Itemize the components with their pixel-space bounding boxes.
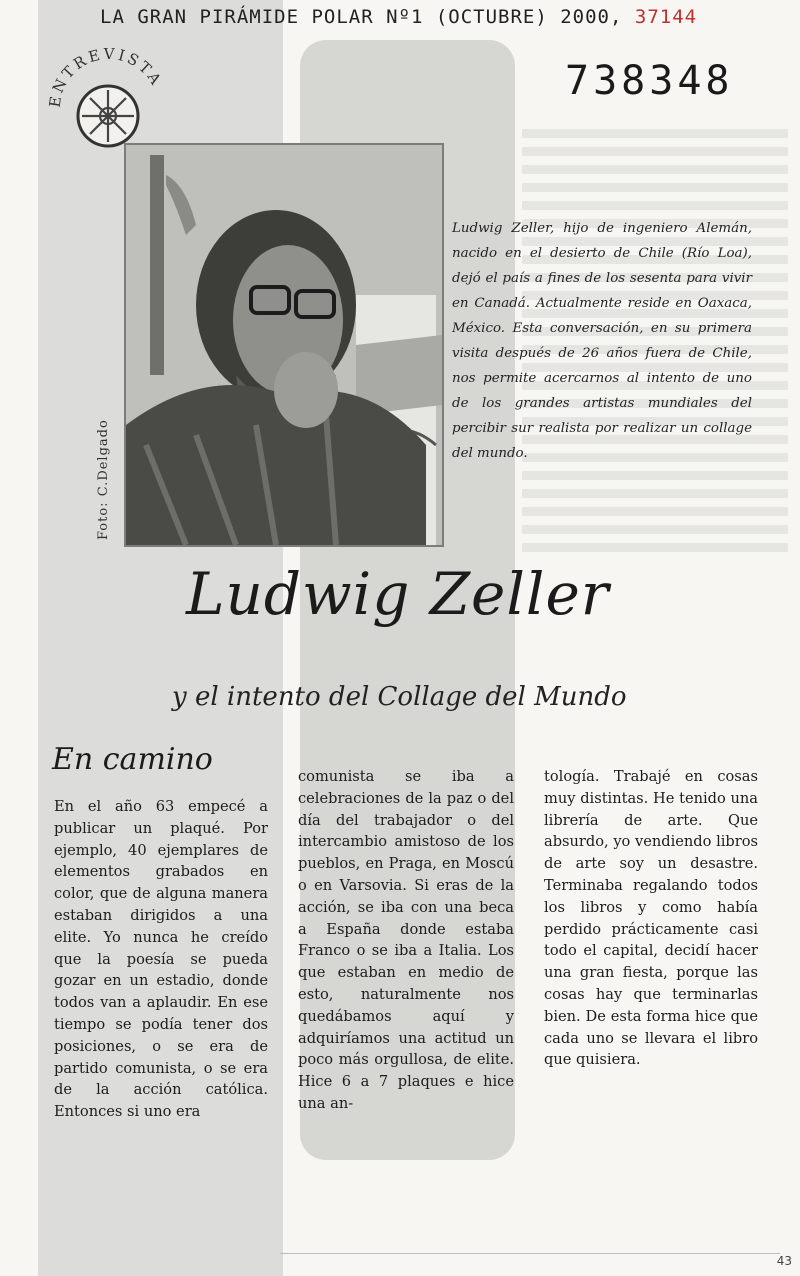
catalog-number: 738348 <box>565 58 734 104</box>
text-column-2: comunista se iba a celebraciones de la paz o del día del trabajador o del intercambio amistoso de los pueblos, en Praga, en Moscú o en Varsovia. Si eras de la acción, se iba con una beca a España donde estaba Franco o se iba a Italia. Los que estaban en medio de esto, naturalmente nos quedábamos aquí y adquiríamos una actitud un poco más orgullosa, de elite. Hice 6 a 7 plaques e hice una an- <box>298 768 514 1112</box>
article-subtitle: y el intento del Collage del Mundo <box>172 682 627 712</box>
portrait-photo <box>124 143 444 547</box>
handwritten-annotation <box>100 6 760 28</box>
portrait-illustration <box>126 145 442 545</box>
page-number: 43 <box>776 1254 792 1268</box>
handwritten-note: LA GRAN PIRÁMIDE POLAR Nº1 (OCTUBRE) 2000, <box>100 6 623 28</box>
section-heading: En camino <box>52 742 213 777</box>
handwritten-red-number: 37144 <box>634 6 698 28</box>
bottom-rule <box>280 1253 780 1254</box>
article-title: Ludwig Zeller <box>186 560 610 628</box>
intro-paragraph: Ludwig Zeller, hijo de ingeniero Alemán, nacido en el desierto de Chile (Río Loa), dejó el país a fines de los sesenta para vivir en Canadá. Actualmente reside en Oaxaca, México. Esta conversación, en su primera visita después de 26 años fuera de Chile, nos permite acercarnos al intento de uno de los grandes artistas mundiales del percibir sur realista por realizar un collage del mundo. <box>452 221 752 461</box>
entrevista-seal-icon <box>46 40 171 150</box>
text-column-1: En el año 63 empecé a publicar un plaqué. Por ejemplo, 40 ejemplares de elementos grabados en color, que de alguna manera estaban dirigidos a una elite. Yo nunca he creído que la poesía se pueda gozar en un estadio, donde todos van a aplaudir. En ese tiempo se podía tener dos posiciones, o se era de partido comunista, o se era de la acción católica. Entonces si uno era <box>54 798 268 1121</box>
photo-credit: Foto: C.Delgado <box>96 419 111 540</box>
section-label: ENTREVISTA <box>46 44 167 109</box>
text-column-3: tología. Trabajé en cosas muy distintas. He tenido una librería de arte. Que absurdo, yo vendiendo libros de arte soy un desastre. Terminaba regalando todos los libros y como había perdido prácticamente casi todo el capital, decidí hacer una gran fiesta, porque las cosas hay que terminarlas bien. De esta forma hice que cada uno se llevara el libro que quisiera. <box>544 768 759 1069</box>
